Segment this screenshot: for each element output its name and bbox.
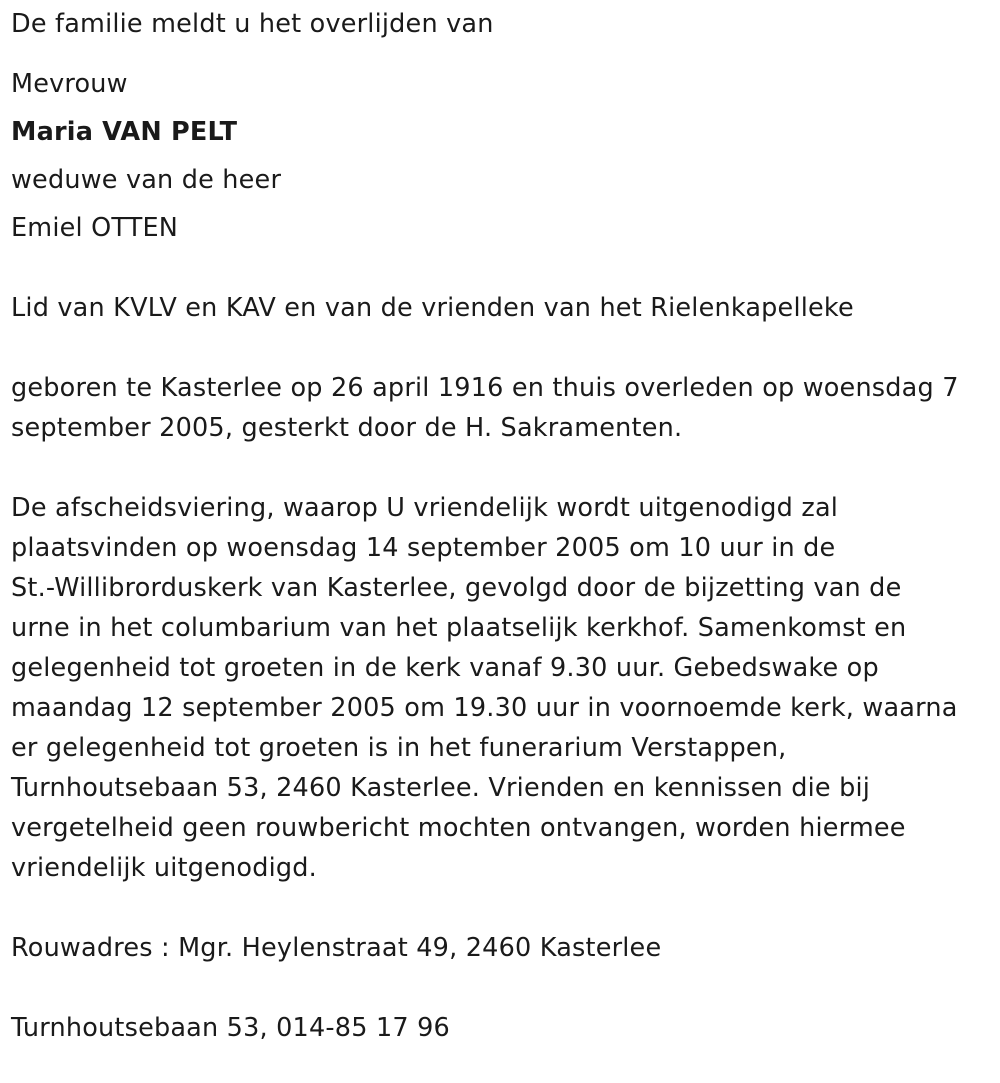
intro-text: De familie meldt u het overlijden van bbox=[11, 9, 494, 39]
ceremony-line: maandag 12 september 2005 om 19.30 uur in voornoemde kerk, waarna bbox=[11, 693, 958, 723]
ceremony-line: plaatsvinden op woensdag 14 september 2005 om 10 uur in de bbox=[11, 533, 836, 563]
ceremony-line: De afscheidsviering, waarop U vriendelijk wordt uitgenodigd zal bbox=[11, 493, 839, 523]
contact-line: Turnhoutsebaan 53, 014-85 17 96 bbox=[11, 1013, 450, 1043]
ceremony-line: Turnhoutsebaan 53, 2460 Kasterlee. Vrienden en kennissen die bij bbox=[11, 773, 871, 803]
deceased-block bbox=[11, 64, 986, 248]
spouse-name: Emiel OTTEN bbox=[11, 213, 179, 243]
ceremony-paragraph bbox=[11, 488, 986, 888]
relation-text: weduwe van de heer bbox=[11, 165, 282, 195]
mourning-address: Rouwadres : Mgr. Heylenstraat 49, 2460 Kasterlee bbox=[11, 933, 662, 963]
ceremony-line: urne in het columbarium van het plaatselijk kerkhof. Samenkomst en bbox=[11, 613, 907, 643]
ceremony-line: vriendelijk uitgenodigd. bbox=[11, 853, 317, 883]
birth-death-line: september 2005, gesterkt door de H. Sakramenten. bbox=[11, 413, 683, 443]
ceremony-line: gelegenheid tot groeten in de kerk vanaf 9.30 uur. Gebedswake op bbox=[11, 653, 879, 683]
birth-death-paragraph bbox=[11, 368, 986, 448]
ceremony-line: vergetelheid geen rouwbericht mochten ontvangen, worden hiermee bbox=[11, 813, 906, 843]
title-text: Mevrouw bbox=[11, 69, 128, 99]
birth-death-line: geboren te Kasterlee op 26 april 1916 en thuis overleden op woensdag 7 bbox=[11, 373, 959, 403]
membership-text: Lid van KVLV en KAV en van de vrienden van het Rielenkapelleke bbox=[11, 293, 854, 323]
death-notice bbox=[11, 4, 986, 1048]
ceremony-line: er gelegenheid tot groeten is in het funerarium Verstappen, bbox=[11, 733, 787, 763]
deceased-name: Maria VAN PELT bbox=[11, 117, 238, 147]
ceremony-line: St.-Willibrorduskerk van Kasterlee, gevolgd door de bijzetting van de bbox=[11, 573, 902, 603]
